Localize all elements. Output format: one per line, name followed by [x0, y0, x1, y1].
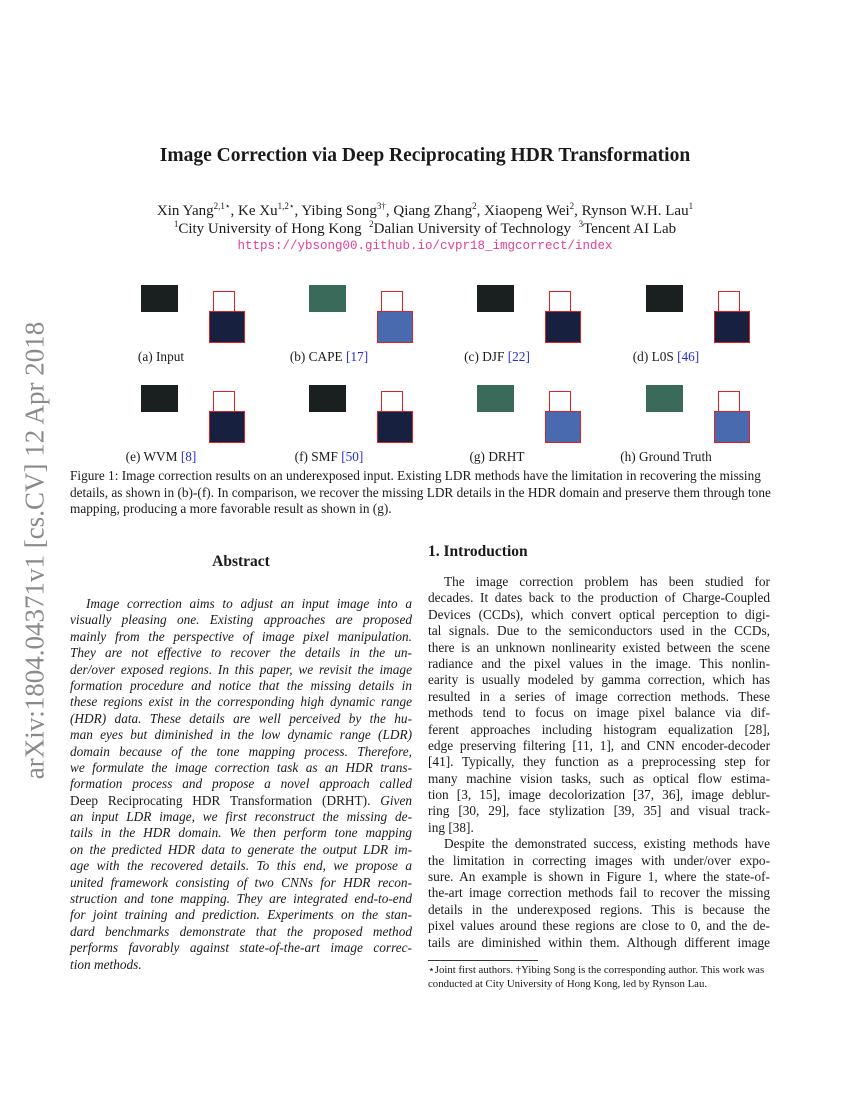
- result-image-3: [582, 265, 750, 343]
- text-line: these regions exist in the corresponding high dynamic range: [70, 694, 412, 710]
- building: [646, 285, 683, 312]
- affiliations: [0, 219, 850, 238]
- zoom-inset: [545, 311, 581, 343]
- caption-label: (c) DJF: [464, 349, 508, 364]
- text-line: united framework consisting of two CNNs for HDR recon-: [70, 874, 412, 890]
- result-image-5: [245, 365, 413, 443]
- building: [646, 385, 683, 412]
- caption-citation: [17]: [346, 349, 369, 364]
- image-caption: [413, 449, 581, 465]
- text-line: Despite the demonstrated success, existing methods have: [444, 836, 770, 852]
- building: [477, 385, 514, 412]
- author-name: Rynson W.H. Lau: [581, 203, 689, 219]
- affiliation-number: 1: [173, 219, 179, 229]
- author-affiliation-mark: 2: [472, 201, 477, 211]
- image-caption: [413, 349, 581, 365]
- text-line: der/over exposed regions. In this paper, we revisit the image: [70, 661, 412, 677]
- text-line: edge preserving filtering [11, 1], and CNN encoder-decoder: [428, 737, 770, 753]
- result-image-7: [582, 365, 750, 443]
- author-affiliation-mark: 2: [569, 201, 575, 211]
- affiliation-name: City University of Hong Kong: [178, 221, 362, 237]
- caption-label: (e) WVM: [125, 449, 181, 464]
- text-line: formation process and propose a novel approach called: [70, 776, 412, 792]
- zoom-box-small: [213, 291, 235, 313]
- text-line: man eyes but diminished in the low dynamic range (LDR): [70, 727, 412, 743]
- text-line: details in the underexposed regions. This is because the: [428, 901, 770, 917]
- image-caption: [77, 449, 245, 465]
- author-name: Xin Yang: [156, 203, 214, 219]
- zoom-box-small: [718, 391, 740, 413]
- text-line: performs favorably against state-of-the-art image correc-: [70, 940, 412, 956]
- result-image-2: [413, 265, 581, 343]
- text-line: They are not effective to recover the details in the un-: [70, 645, 412, 661]
- zoom-inset: [714, 411, 750, 443]
- author-name: Xiaopeng Wei: [484, 203, 570, 219]
- affiliation-name: Dalian University of Technology: [373, 221, 572, 237]
- zoom-box-small: [381, 291, 403, 313]
- text-line: ferent approaches including histogram equalization [28],: [428, 721, 770, 737]
- image-caption: [245, 449, 413, 465]
- zoom-inset: [209, 311, 245, 343]
- text-line: age with the recovered details. To this end, we propose a: [70, 858, 412, 874]
- author-name: Qiang Zhang: [393, 203, 473, 219]
- result-image-4: [77, 365, 245, 443]
- zoom-box-small: [549, 291, 571, 313]
- author-affiliation-mark: 1,2⋆: [277, 201, 295, 211]
- building: [141, 285, 178, 312]
- zoom-box-small: [549, 391, 571, 413]
- result-image-6: [413, 365, 581, 443]
- affiliation-name: Tencent AI Lab: [583, 221, 677, 237]
- figure-caption: Figure 1: Image correction results on an underexposed input. Existing LDR methods have the limitation in recovering the missing details, as shown in (b)-(f). In comparison, we recover the missing LDR details in the HDR domain and preserve them through tone mapping, producing a more favorable result as shown in (g).: [70, 468, 771, 516]
- building: [477, 285, 514, 312]
- text-line: an input LDR image, we first reconstruct the missing de-: [70, 809, 412, 825]
- caption-label: (f) SMF: [294, 449, 342, 464]
- footnote-rule: [428, 960, 538, 961]
- text-line: ring [30, 29], face stylization [39, 35] and visual track-: [428, 803, 770, 819]
- text-line: on the predicted HDR data to generate the output LDR im-: [70, 841, 412, 857]
- arxiv-side-label: arXiv:1804.04371v1 [cs.CV] 12 Apr 2018: [19, 321, 50, 780]
- zoom-inset: [714, 311, 750, 343]
- caption-citation: [22]: [507, 349, 530, 364]
- author-affiliation-mark: 3†: [376, 201, 386, 211]
- paper-title: Image Correction via Deep Reciprocating HDR Transformation: [159, 145, 691, 166]
- caption-citation: [46]: [677, 349, 700, 364]
- abstract-heading: Abstract: [212, 553, 270, 570]
- building: [141, 385, 178, 412]
- text-line: tails in the HDR domain. We then perform tone mapping: [70, 825, 412, 841]
- text-line: tion methods.: [70, 956, 142, 972]
- text-line: tion [3, 15], image decolorization [37, 36], image deblur-: [428, 787, 770, 803]
- zoom-inset: [545, 411, 581, 443]
- zoom-box-small: [718, 291, 740, 313]
- text-line: the-art image correction methods fail to recover the missing: [428, 885, 770, 901]
- result-image-1: [245, 265, 413, 343]
- text-line: many machine vision tasks, such as optical flow estima-: [428, 770, 770, 786]
- author-list: Xin Yang$^{2,1⋆}$, Ke $Xu^{1,2⋆}$, Yibing Song$^{3\dagger}$, Qiang Zhang$^2$, Xiaopeng Wei$^2$, Rynson W.H. Lau$^1$: [156, 201, 694, 219]
- project-url-link[interactable]: https://ybsong00.github.io/cvpr18_imgcorrect/index: [237, 239, 613, 253]
- text-line: decades. It dates back to the production of Charge-Coupled: [428, 590, 770, 606]
- text-line: The image correction problem has been studied for: [444, 574, 770, 589]
- image-caption: [77, 349, 245, 365]
- text-line: domain because of the tone mapping process. Therefore,: [70, 743, 412, 759]
- text-line: Devices (CCDs), which convert optical perception to digi-: [428, 606, 770, 622]
- author-affiliation-mark: 1: [688, 201, 694, 211]
- caption-label: (g) DRHT: [469, 449, 525, 464]
- text-segment: Given: [380, 792, 412, 808]
- zoom-box-small: [213, 391, 235, 413]
- text-line: sure. An example is shown in Figure 1, where the state-of-: [428, 869, 770, 885]
- text-segment: Deep Reciprocating HDR Transformation (DRHT).: [70, 792, 381, 808]
- caption-citation: [8]: [180, 449, 197, 464]
- text-line: tails are diminished within them. Although different image: [428, 934, 770, 950]
- text-line: earity is usually modeled by gamma correction, which has: [428, 672, 770, 688]
- zoom-inset: [377, 311, 413, 343]
- author-name: Ke Xu: [238, 203, 278, 219]
- image-caption: [245, 349, 413, 365]
- text-line: (HDR) data. These details are well perceived by the hu-: [70, 710, 412, 726]
- image-caption: [582, 349, 750, 365]
- affiliation-number: 3: [578, 219, 584, 229]
- author-name: Yibing Song: [301, 203, 377, 219]
- text-line: struction and tone mapping. They are integrated end-to-end: [70, 891, 412, 907]
- text-line: there is an unknown nonlinearity existed between the scene: [428, 639, 770, 655]
- text-line: Image correction aims to adjust an input image into a: [86, 596, 412, 611]
- introduction-text: [428, 574, 770, 951]
- text-line: the limitation in correcting images with under/over expo-: [428, 852, 770, 868]
- text-line: radiance and the pixel values in the image. This nonlin-: [428, 655, 770, 671]
- author-affiliation-mark: 2,1⋆: [213, 201, 231, 211]
- zoom-inset: [377, 411, 413, 443]
- text-line: we formulate the image correction task as an HDR trans-: [70, 759, 412, 775]
- text-line: mainly from the perspective of image pixel manipulation.: [70, 628, 412, 644]
- caption-label: (b) CAPE: [289, 349, 346, 364]
- text-line: dard benchmarks demonstrate that the proposed method: [70, 923, 412, 939]
- text-line: pixel values around these regions are close to 0, and the de-: [428, 918, 770, 934]
- footnote: ⋆Joint first authors. †Yibing Song is the corresponding author. This work was conducted at City University of Hong Kong, led by Rynson Lau.: [428, 964, 765, 990]
- zoom-box-small: [381, 391, 403, 413]
- abstract-text: [70, 596, 412, 973]
- affiliation-number: 2: [369, 219, 374, 229]
- zoom-inset: [209, 411, 245, 443]
- introduction-heading: 1. Introduction: [428, 543, 528, 560]
- result-image-0: [77, 265, 245, 343]
- caption-label: (d) L0S: [632, 349, 678, 364]
- image-caption: [582, 449, 750, 465]
- text-line: methods tend to focus on image pixel balance via dif-: [428, 705, 770, 721]
- caption-label: (a) Input: [137, 349, 185, 364]
- text-line: [70, 793, 412, 809]
- text-line: tal signals. Due to the semiconductors used in the CCDs,: [428, 623, 770, 639]
- caption-citation: [50]: [341, 449, 364, 464]
- text-line: formation procedure and notice that the missing details in: [70, 677, 412, 693]
- text-line: [41]. Typically, they function as a preprocessing step for: [428, 754, 770, 770]
- building: [309, 285, 346, 312]
- text-line: ing [38].: [428, 819, 474, 835]
- text-line: visually pleasing one. Existing approaches are proposed: [70, 612, 412, 628]
- text-line: resulted in a series of image correction methods. These: [428, 688, 770, 704]
- caption-label: (h) Ground Truth: [620, 449, 712, 464]
- building: [309, 385, 346, 412]
- text-line: for joint training and prediction. Experiments on the stan-: [70, 907, 412, 923]
